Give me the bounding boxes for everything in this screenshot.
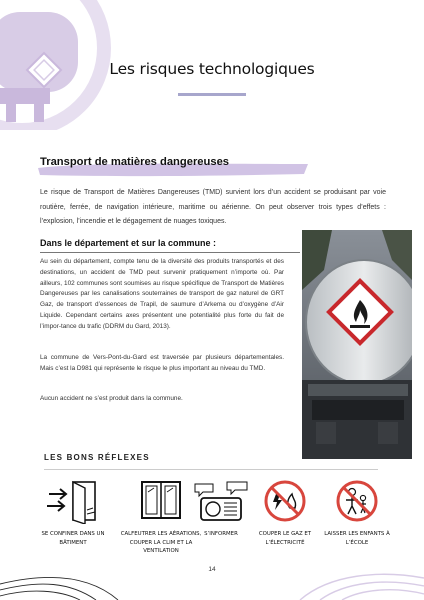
paragraph-no-accident: Aucun accident ne s’est produit dans la commune. (40, 395, 183, 402)
reflex-cut-utilities (246, 478, 324, 547)
reflex-cut-utilities-label: COUPER LE GAZ ET L’ÉLECTRICITÉ (258, 531, 312, 546)
title-underline (178, 93, 246, 96)
section-heading: Transport de matières dangereuses (40, 156, 230, 168)
reflex-school-label: LAISSER LES ENFANTS À L’ÉCOLE (324, 531, 390, 546)
reflexes-title: LES BONS RÉFLEXES (44, 453, 150, 462)
reflex-inform-label: S’INFORMER (204, 531, 238, 537)
subsection-underline (40, 252, 300, 253)
reflex-school (318, 478, 396, 547)
reflex-shelter (34, 478, 112, 547)
bottom-wave-decoration (0, 560, 424, 600)
subsection-heading: Dans le département et sur la commune : (40, 238, 217, 248)
reflexes-divider (44, 469, 378, 470)
no-school-pickup-icon (332, 478, 382, 524)
paragraph-commune: La commune de Vers-Pont-du-Gard est traversée par plusieurs départementales. Mais c’est la D981 qui représente le risque le plus important au niveau du TMD. (40, 354, 284, 372)
sealed-window-icon (136, 478, 186, 524)
page-title: Les risques technologiques (109, 60, 315, 78)
tanker-truck-photo (302, 230, 412, 459)
reflex-shelter-label: SE CONFINER DANS UN BÂTIMENT (41, 531, 105, 546)
intro-paragraph: Le risque de Transport de Matières Dangereuses (TMD) survient lors d’un accident se produisant par voie routière, ferrée, de navigation intérieure, maritime ou aérienne. On peut observer trois types d’effets : l’explosion, l’incendie et le dégagement de nuages toxiques. (40, 189, 386, 225)
no-gas-electricity-icon (260, 478, 310, 524)
radio-icon (191, 478, 251, 524)
reflex-seal-label: CALFEUTRER LES AÉRATIONS, COUPER LA CLIM ET LA VENTILATION (120, 531, 202, 555)
paragraph-department: Au sein du département, compte tenu de la diversité des produits transportés et des destinations, un accident de TMD peut survenir pratiquement n’importe où. Par ailleurs, 102 communes sont soumises au risque spécifique de Transport de Matières Dangereuses par les canalisations souterraines de transport de gaz naturel de GRT Gaz, de transport d’essences de Trapil, de saumure d’Arkema ou d’oxygène d’Air Liquide. Cependant certains axes présentent une potentialité plus forte du fait de l’impor-tance du trafic (DDRM du Gard, 2013). (40, 258, 284, 330)
enter-building-icon (43, 478, 103, 524)
page-number: 14 (208, 566, 216, 573)
